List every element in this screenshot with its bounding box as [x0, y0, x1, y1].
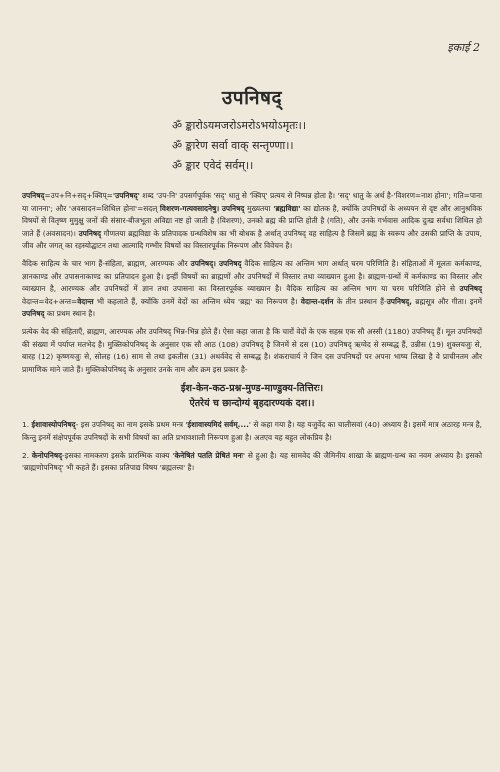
- verse-1: ॐ ङ्कारोऽयमजरोऽमरोऽभयोऽमृतः।।: [172, 119, 306, 132]
- verse-2: ॐ ङ्कारेण सर्वा वाक् सन्तृण्णा।।: [172, 139, 294, 152]
- verse-list-line-2: ऐतरेयं च छान्दोग्यं बृहदारण्यकं दश।।: [189, 398, 315, 410]
- unit-label: इकाई 2: [447, 41, 480, 54]
- paragraph-number-of-upanishads: प्रत्येक वेद की संहिताएँ, ब्राह्मण, आरण्यक और उपनिषद् भिन्न-भिन्न होते हैं। ऐसा कहा जाता है कि चारों वेदों के एक सहस्र एक सौ अस्सी (1180) उपनिषद् हैं। मूल उपनिषदों की संख्या में पर्याप्त मतभेद है। मुक्तिकोपनिषद् के अनुसार एक सौ आठ (108) उपनिषद् है जिनमें से दस (10) उपनिषद् ऋग्वेद से सम्बद्ध हैं, उन्नीस (19) शुक्लयजुः से, बारह (12) कृष्णयजुः से, सोलह (16) साम से तथा इकतीस (31) अथर्ववेद से सम्बद्ध है। शंकराचार्य ने जिन दस उपनिषदों पर अपना भाष्य लिखा है वे प्राचीनतम और प्रामाणिक माने जाते हैं। मुक्तिकोपनिषद् के अनुसार उनके नाम और क्रम इस प्रकार है-: [22, 326, 482, 374]
- verse-3: ॐ ङ्कार एवेदं सर्वम्।।: [172, 159, 254, 172]
- paragraph-kena: 2. केनोपनिषद्-इसका नामकरण इसके प्रारम्भिक वाक्य 'केनेषितं पतति प्रेषितं मनः' से हुआ है। यह सामवेद की जैमिनीय शाखा के ब्राह्मण-ग्रन्थ का नवम अध्याय है। इसको 'ब्राह्मणोपनिषद्' भी कहते हैं। इसका प्रतिपाद्य विषय 'ब्रह्मतत्त्व' है।: [22, 450, 483, 473]
- paragraph-ishavasya: 1. ईशावास्योपनिषद्- इस उपनिषद् का नाम इसके प्रथम मन्त्र 'ईशावास्यमिदं सर्वम्....' से कहा गया है। यह यजुर्वेद का चालीसवां (40) अध्याय है। इसमें मात्र अठारह मन्त्र है, किन्तु इनमें संक्षेपपूर्वक उपनिषदों के सभी विषयों का अति प्रभावशाली निरूपण हुआ है। अतएव यह बहुत लोकप्रिय है।: [22, 420, 483, 442]
- upanishad-name-verse: [22, 381, 482, 411]
- verse-list-line-1: ईश-केन-कठ-प्रश्न-मुण्ड-माण्डुक्य-तित्तिरः।: [180, 383, 324, 395]
- page-title: उपनिषद्: [221, 87, 283, 109]
- paragraph-definition: उपनिषद्=उप+नि+सद्+क्विप्='उपनिषद्' शब्द 'उप-नि' उपसर्गपूर्वक 'सद्' धातु से 'क्विप्' प्रत्यय से निष्पन्न होता है। 'सद्' धातु के अर्थ है-'विशरण=नाश होना'; गति=पाना या जानना'; और 'अवसादन=शिथिल होना'=सदल् विशरण-गत्यवसादनेषु। उपनिषद् मुख्यतया 'ब्रह्मविद्या' का द्योतक है, क्योंकि उपनिषदों के अध्ययन से दृष्ट और आनुश्रविक विषयों से वितृष्ण मुमुक्षु जनों की संसार-बीजभूता अविद्या नष्ट हो जाती है (विशरण), उनको ब्रह्म की प्राप्ति होती है (गति), और उनके गर्भवास आदिक दुःख सर्वथा शिथिल हो जाते हैं (अवसादन)। उपनिषद् गौणतया ब्रह्मविद्या के प्रतिपादक ग्रन्थविशेष का भी बोधक है अर्थात् उपनिषद् वह साहित्य है जिसमें ब्रह्म के स्वरूप और उसकी प्राप्ति के उपाय, जीव और जगत् का रहस्योद्घाटन तथा आत्मादि गम्भीर विषयों का विस्तारपूर्वक निरूपण और विवेचन है।: [22, 191, 482, 251]
- paragraph-vedic-literature: वैदिक साहित्य के चार भाग हैं-संहिता, ब्राह्मण, आरण्यक और उपनिषद्। उपनिषद् वैदिक साहित्य का अन्तिम भाग अर्थात् चरम परिणिति है। संहिताओं में मूलतः कर्मकाण्ड, ज्ञानकाण्ड और उपासनाकाण्ड का प्रतिपादन हुआ है। इन्हीं विषयों का ब्राह्मणों और उपनिषदों में विस्तार तथा व्याख्यान हुआ है। ब्राह्मण-ग्रन्थों में कर्मकाण्ड का विस्तार और व्याख्यान है, आरण्यक और उपनिषदों में ज्ञान तथा उपासना का विस्तारपूर्वक व्याख्यान है। वैदिक साहित्य का अन्तिम भाग या चरम परिणिति होने से उपनिषद् वेदान्त=वेद+अन्त=वेदान्त भी कहलाते हैं, क्योंकि उनमें वेदों का अन्तिम ध्येय 'ब्रह्म' का निरूपण है। वेदान्त-दर्शन के तीन प्रस्थान हैं-उपनिषद्, ब्रह्मसूत्र और गीता। इनमें उपनिषद् का प्रथम स्थान है।: [22, 258, 483, 319]
- invocation-verses: [22, 116, 482, 176]
